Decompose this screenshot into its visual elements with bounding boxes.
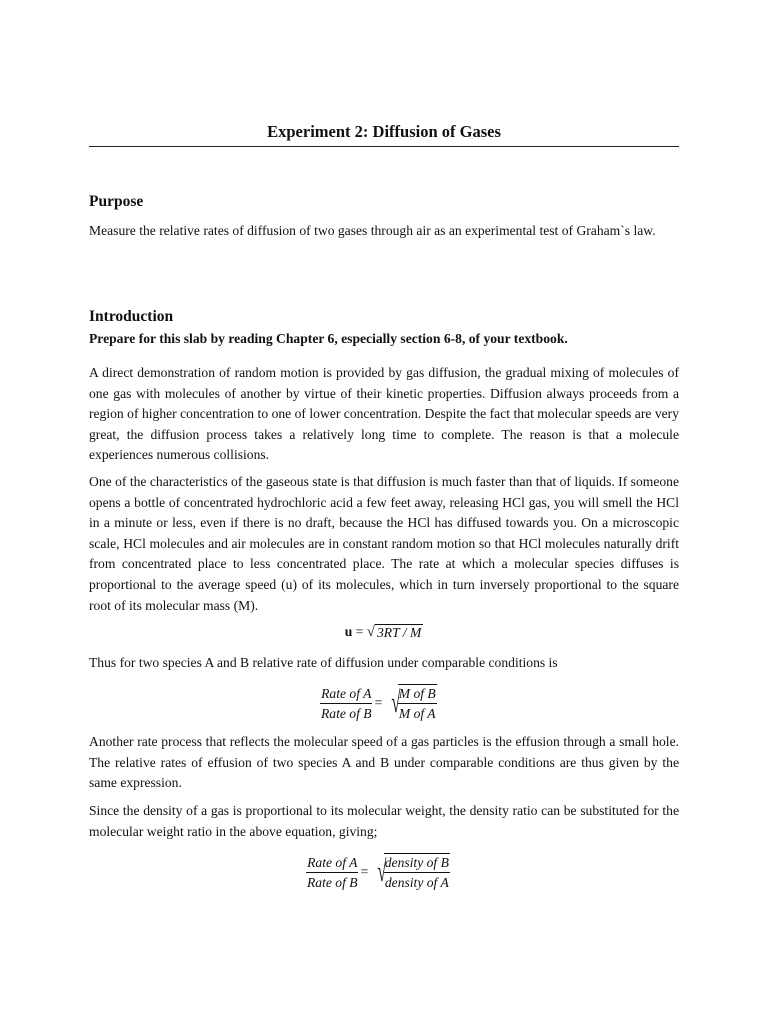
intro-paragraph-2: One of the characteristics of the gaseous state is that diffusion is much faster than that of liquids. If someone opens a bottle of concentrated hydrochloric acid a few feet away, releasing HCl gas, you will smell the HCl in a minute or less, even if there is no draft, because the HCl has diffused towards you. On a microscopic scale, HCl molecules and air molecules are in constant random motion so that HCl molecules naturally drift from concentrated place to less concentrated place. The rate at which a molecular species diffuses is proportional to the average speed (u) of its molecules, which in turn inversely proportional to the square root of its molecular mass (M).: [89, 474, 679, 613]
mass-fraction: [398, 685, 437, 722]
density-denominator: density of A: [384, 875, 449, 890]
rate-numerator: Rate of A: [320, 685, 372, 704]
eq-equals: =: [352, 624, 367, 639]
eq-radicand: 3RT / M: [376, 625, 422, 640]
prep-note: Prepare for this slab by reading Chapter 6, especially section 6-8, of your textbook.: [89, 331, 568, 346]
density-equation: $\frac{\text{Rate of A}}{\text{Rate of B}}$ = √ $\frac{\text{density of B}}{\text{density of A}}$: [307, 854, 449, 890]
density-numerator: density of B: [384, 854, 450, 873]
density-fraction: [384, 854, 450, 891]
intro-paragraph-1: A direct demonstration of random motion is provided by gas diffusion, the gradual mixing of molecules of one gas with molecules of another by virtue of their kinetic properties. Diffusion always proceeds from a region of higher concentration to one of lower concentration. Despite the fact that molecular speeds are very great, the diffusion process takes a relatively long time to complete. The reason is that a molecule experiences numerous collisions.: [89, 365, 679, 463]
rate-fraction: [320, 685, 373, 722]
density-rate-fraction: [306, 854, 359, 891]
intro-paragraph-4: Another rate process that reflects the molecular speed of a gas particles is the effusion through a small hole. The relative rates of effusion of two species A and B under comparable conditions are thus given by the same expression.: [89, 734, 679, 791]
introduction-heading: Introduction: [89, 308, 174, 325]
mass-numerator: M of B: [398, 685, 437, 704]
density-rate-numerator: Rate of A: [306, 854, 358, 873]
mass-denominator: M of A: [398, 706, 436, 721]
density-rate-denominator: Rate of B: [307, 874, 358, 890]
speed-equation: u = √ 3RT / M: [344, 624, 422, 640]
rate-denominator: Rate of B: [321, 705, 372, 721]
intro-paragraph-3: Thus for two species A and B relative rate of diffusion under comparable conditions is: [89, 655, 558, 670]
purpose-text: Measure the relative rates of diffusion of two gases through air as an experimental test of Graham`s law.: [89, 223, 656, 238]
page-title: Experiment 2: Diffusion of Gases: [89, 122, 679, 147]
grahams-law-equation: $\frac{\text{Rate of A}}{\text{Rate of B}}$ = √ $\frac{\text{M of B}}{\text{M of A}}$: [321, 685, 436, 721]
intro-paragraph-5: Since the density of a gas is proportional to its molecular weight, the density ratio can be substituted for the molecular weight ratio in the above equation, giving;: [89, 803, 679, 839]
purpose-heading: Purpose: [89, 193, 144, 210]
eq-lhs: u: [344, 624, 353, 639]
